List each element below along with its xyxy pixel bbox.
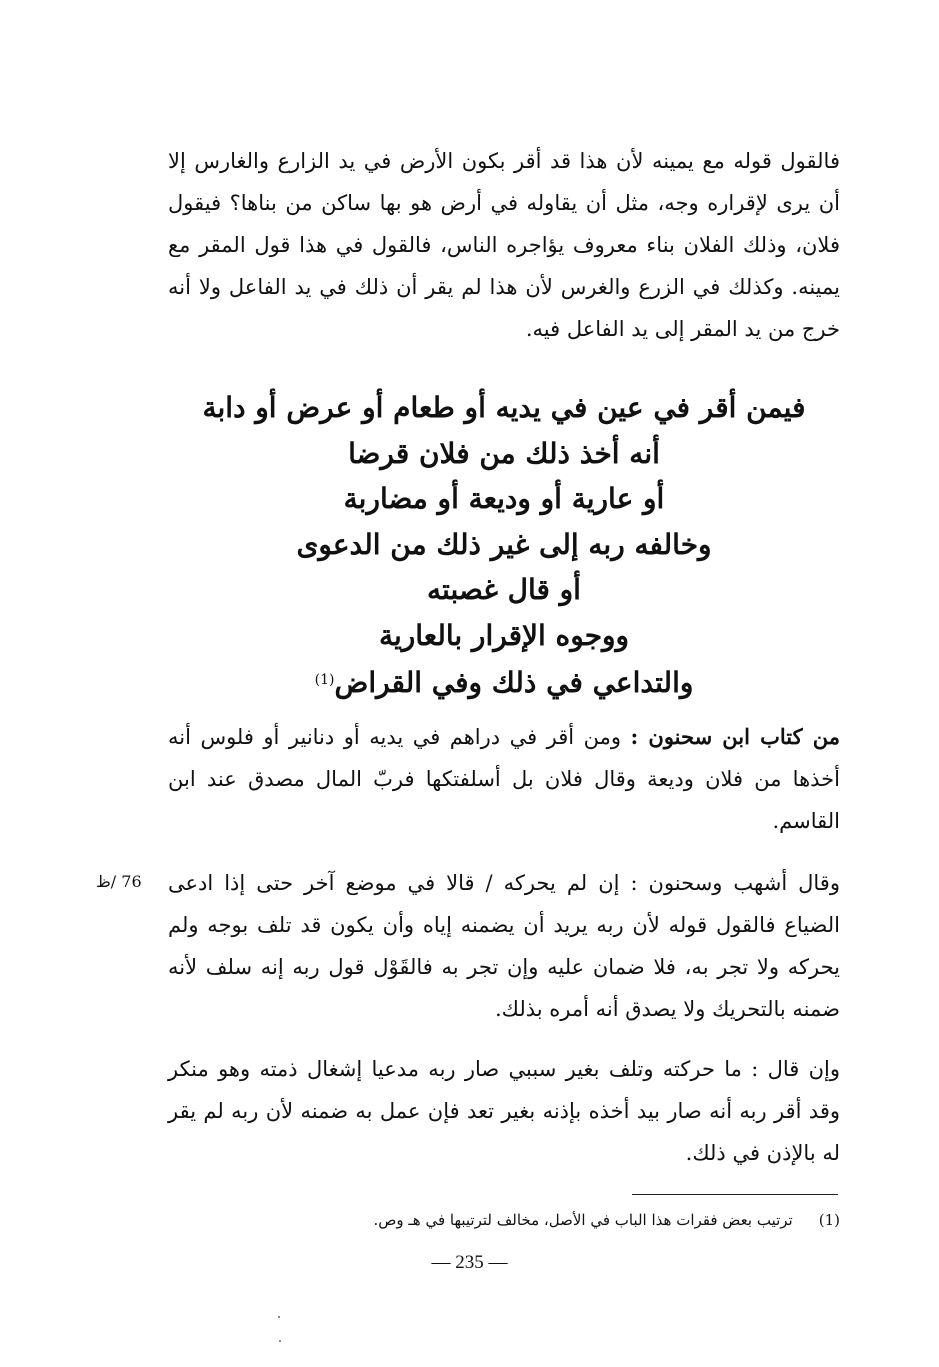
heading-line-5: أو قال غصبته [427,573,581,606]
heading-line-3: أو عارية أو وديعة أو مضاربة [343,482,665,515]
page-number: — 235 — [431,1252,508,1273]
heading-line-7-text: والتداعي في ذلك وفي القراض [334,666,694,699]
heading-line-6: ووجوه الإقرار بالعارية [378,618,630,652]
paragraph-1: فالقول قوله مع يمينه لأن هذا قد أقر بكون الأرض في يد الزارع والغارس إلا أن يرى لإقراره وجه، مثل أن يقاوله في أرض هو بها ساكن من بناها؟ فيقول فلان، وذلك الفلان بناء معروف يؤاجره الناس، فالقول في هذا قول المقر مع يمينه. وكذلك في الزرع والغرس لأن هذا لم يقر أن ذلك في يد الفاعل ولا أنه خرج من يد المقر إلى يد الفاعل فيه. [168,149,840,341]
source-citation: من كتاب ابن سحنون : [630,724,840,749]
chapter-heading [168,385,840,706]
scan-speck [279,1340,281,1342]
paragraph-4: وإن قال : ما حركته وتلف بغير سببي صار ربه مدعيا إشغال ذمته وهو منكر وقد أقر ربه أنه صار بيد أخذه بإذنه بغير تعد فإن عمل به ضمنه لأن ربه لم يقر له بالإذن في ذلك. [168,1057,840,1165]
heading-line-1: فيمن أقر في عين في يديه أو طعام أو عرض أو دابة [202,391,806,424]
footnote-divider [632,1194,838,1195]
heading-line-2: أنه أخذ ذلك من فلان قرضا [348,436,660,470]
footnote-marker: (1) [314,672,335,688]
footnote-number: (1) [818,1211,840,1229]
paragraph-3: وقال أشهب وسحنون : إن لم يحركه / قالا في موضع آخر حتى إذا ادعى الضياع فالقول قوله لأن ربه يريد أن يضمنه إياه وأن يكون قد تلف بوجه ولم يحركه ولا تجر به، فلا ضمان عليه وإن تجر به فالقَوْل قول ربه إنه سلف لأنه ضمنه بالتحريك ولا يصدق أنه أمره بذلك. [168,871,840,1021]
heading-line-4: وخالفه ربه إلى غير ذلك من الدعوى [296,527,712,561]
scan-speck [278,1316,280,1318]
manuscript-folio-note: 76 /ظ [96,872,142,891]
paragraph-2 [168,716,840,842]
footnote [168,1208,840,1232]
paragraph-2-text: ومن أقر في دراهم في يديه أو دنانير أو فلوس أنه أخذها من فلان وديعة وقال فلان بل أسلفتكها فربّ المال مصدق عند ابن القاسم. [168,725,840,833]
footnote-text: ترتيب بعض فقرات هذا الباب في الأصل، مخالف لترتيبها في هـ وص. [373,1211,793,1229]
heading-line-7 [168,658,840,706]
